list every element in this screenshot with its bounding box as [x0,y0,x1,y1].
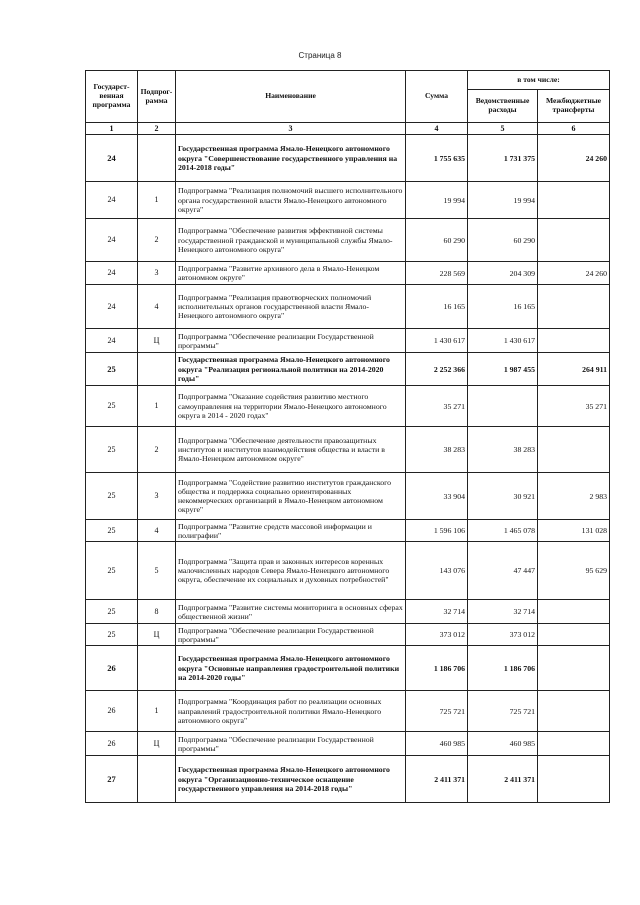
departmental-value: 16 165 [468,285,538,329]
transfer-value [538,732,610,756]
column-index: 4 [406,123,468,135]
subprogram-code [138,135,176,182]
subprogram-code: Ц [138,624,176,646]
subprogram-code: Ц [138,732,176,756]
table-row [86,329,610,353]
transfer-value [538,329,610,353]
subprogram-code: 1 [138,386,176,427]
program-name: Государственная программа Ямало-Ненецкого автономного округа "Совершенствование государственного управления на 2014-2018 годы" [176,135,406,182]
subprogram-code [138,756,176,803]
sum-value: 725 721 [406,691,468,732]
table-row [86,542,610,600]
sum-value: 143 076 [406,542,468,600]
departmental-value: 19 994 [468,182,538,219]
departmental-value: 373 012 [468,624,538,646]
transfer-value: 131 028 [538,520,610,542]
table-row [86,756,610,803]
table-row [86,691,610,732]
budget-table [85,70,610,803]
table-row [86,353,610,386]
subprogram-code: 1 [138,182,176,219]
departmental-value: 38 283 [468,427,538,473]
program-name: Подпрограмма "Реализация правотворческих полномочий исполнительных органов государственной власти Ямало-Ненецкого автономного округа" [176,285,406,329]
transfer-value [538,285,610,329]
subprogram-code: 3 [138,473,176,520]
table-row [86,600,610,624]
page-number: Страница 8 [298,51,342,60]
subprogram-code: 4 [138,285,176,329]
transfer-value: 24 260 [538,135,610,182]
column-index: 3 [176,123,406,135]
departmental-value: 32 714 [468,600,538,624]
program-code: 26 [86,732,138,756]
departmental-value: 2 411 371 [468,756,538,803]
transfer-value: 264 911 [538,353,610,386]
departmental-value: 30 921 [468,473,538,520]
sum-value: 1 430 617 [406,329,468,353]
program-name: Подпрограмма "Содействие развитию институтов гражданского общества и поддержка социально ориентированных некоммерческих организаций в Ямало-Ненецком автономном округе" [176,473,406,520]
sum-value: 32 714 [406,600,468,624]
header-departmental: Ведомственные расходы [468,90,538,123]
subprogram-code [138,353,176,386]
subprogram-code: 8 [138,600,176,624]
subprogram-code: 5 [138,542,176,600]
departmental-value: 1 186 706 [468,646,538,691]
departmental-value: 1 731 375 [468,135,538,182]
table-row [86,520,610,542]
program-name: Подпрограмма "Обеспечение деятельности правозащитных институтов и институтов взаимодействия общества и власти в Ямало-Ненецком автономном округе" [176,427,406,473]
column-index: 5 [468,123,538,135]
program-name: Подпрограмма "Обеспечение реализации Государственной программы" [176,624,406,646]
program-code: 25 [86,542,138,600]
program-code: 24 [86,329,138,353]
departmental-value: 204 309 [468,262,538,285]
sum-value: 2 411 371 [406,756,468,803]
transfer-value: 2 983 [538,473,610,520]
transfer-value [538,427,610,473]
subprogram-code: Ц [138,329,176,353]
program-code: 25 [86,600,138,624]
program-code: 24 [86,182,138,219]
sum-value: 2 252 366 [406,353,468,386]
header-name: Наименование [176,71,406,123]
sum-value: 1 596 106 [406,520,468,542]
program-name: Подпрограмма "Развитие архивного дела в Ямало-Ненецком автономном округе" [176,262,406,285]
column-index: 1 [86,123,138,135]
header-transfers: Межбюджетные трансферты [538,90,610,123]
sum-value: 373 012 [406,624,468,646]
table-row [86,646,610,691]
program-name: Подпрограмма "Реализация полномочий высшего исполнительного органа государственной власти Ямало-Ненецкого автономного округа" [176,182,406,219]
header-sum: Сумма [406,71,468,123]
sum-value: 38 283 [406,427,468,473]
departmental-value: 725 721 [468,691,538,732]
departmental-value: 60 290 [468,219,538,262]
departmental-value: 1 987 455 [468,353,538,386]
transfer-value: 35 271 [538,386,610,427]
program-code: 25 [86,624,138,646]
program-code: 26 [86,691,138,732]
table-row [86,135,610,182]
table-row [86,219,610,262]
table-row [86,182,610,219]
table-row [86,732,610,756]
sum-value: 228 569 [406,262,468,285]
transfer-value [538,646,610,691]
subprogram-code [138,646,176,691]
transfer-value [538,691,610,732]
transfer-value [538,219,610,262]
sum-value: 35 271 [406,386,468,427]
departmental-value: 1 465 078 [468,520,538,542]
sum-value: 1 186 706 [406,646,468,691]
subprogram-code: 2 [138,427,176,473]
departmental-value: 1 430 617 [468,329,538,353]
subprogram-code: 3 [138,262,176,285]
program-name: Подпрограмма "Развитие средств массовой информации и полиграфии" [176,520,406,542]
header-subprogram: Подпрог-рамма [138,71,176,123]
sum-value: 460 985 [406,732,468,756]
program-name: Подпрограмма "Оказание содействия развитию местного самоуправления на территории Ямало-Ненецкого автономного округа в 2014 - 2020 годах" [176,386,406,427]
transfer-value [538,182,610,219]
departmental-value [468,386,538,427]
sum-value: 1 755 635 [406,135,468,182]
header-program: Государст-венная программа [86,71,138,123]
subprogram-code: 1 [138,691,176,732]
program-code: 25 [86,427,138,473]
table-row [86,285,610,329]
column-index-row [86,123,610,135]
departmental-value: 47 447 [468,542,538,600]
table-row [86,427,610,473]
table-header [86,71,610,135]
program-name: Подпрограмма "Развитие системы мониторинга в основных сферах общественной жизни" [176,600,406,624]
table-row [86,624,610,646]
header-including: в том числе: [468,71,610,90]
program-name: Подпрограмма "Координация работ по реализации основных направлений градостроительной политики Ямало-Ненецкого автономного округа" [176,691,406,732]
program-code: 24 [86,135,138,182]
departmental-value: 460 985 [468,732,538,756]
sum-value: 33 904 [406,473,468,520]
program-code: 25 [86,473,138,520]
program-name: Государственная программа Ямало-Ненецкого автономного округа "Основные направления градостроительной политики на 2014-2020 годы" [176,646,406,691]
table-body [86,135,610,803]
subprogram-code: 2 [138,219,176,262]
table-row [86,262,610,285]
transfer-value: 24 260 [538,262,610,285]
program-code: 25 [86,353,138,386]
program-name: Подпрограмма "Защита прав и законных интересов коренных малочисленных народов Севера Ямало-Ненецкого автономного округа, обеспечение их социальных и духовных потребностей" [176,542,406,600]
transfer-value [538,600,610,624]
column-index: 6 [538,123,610,135]
program-code: 26 [86,646,138,691]
program-name: Подпрограмма "Обеспечение реализации Государственной программы" [176,329,406,353]
program-code: 25 [86,520,138,542]
program-code: 24 [86,285,138,329]
program-name: Подпрограмма "Обеспечение реализации Государственной программы" [176,732,406,756]
program-code: 24 [86,262,138,285]
program-code: 25 [86,386,138,427]
program-code: 27 [86,756,138,803]
transfer-value: 95 629 [538,542,610,600]
table-row [86,386,610,427]
transfer-value [538,756,610,803]
table-row [86,473,610,520]
sum-value: 19 994 [406,182,468,219]
program-code: 24 [86,219,138,262]
program-name: Подпрограмма "Обеспечение развития эффективной системы государственной гражданской и муниципальной службы Ямало-Ненецкого автономного округа" [176,219,406,262]
subprogram-code: 4 [138,520,176,542]
program-name: Государственная программа Ямало-Ненецкого автономного округа "Организационно-техническое оснащение государственного управления на 2014-2018 годы" [176,756,406,803]
column-index: 2 [138,123,176,135]
sum-value: 16 165 [406,285,468,329]
transfer-value [538,624,610,646]
sum-value: 60 290 [406,219,468,262]
program-name: Государственная программа Ямало-Ненецкого автономного округа "Реализация региональной политики на 2014-2020 годы" [176,353,406,386]
